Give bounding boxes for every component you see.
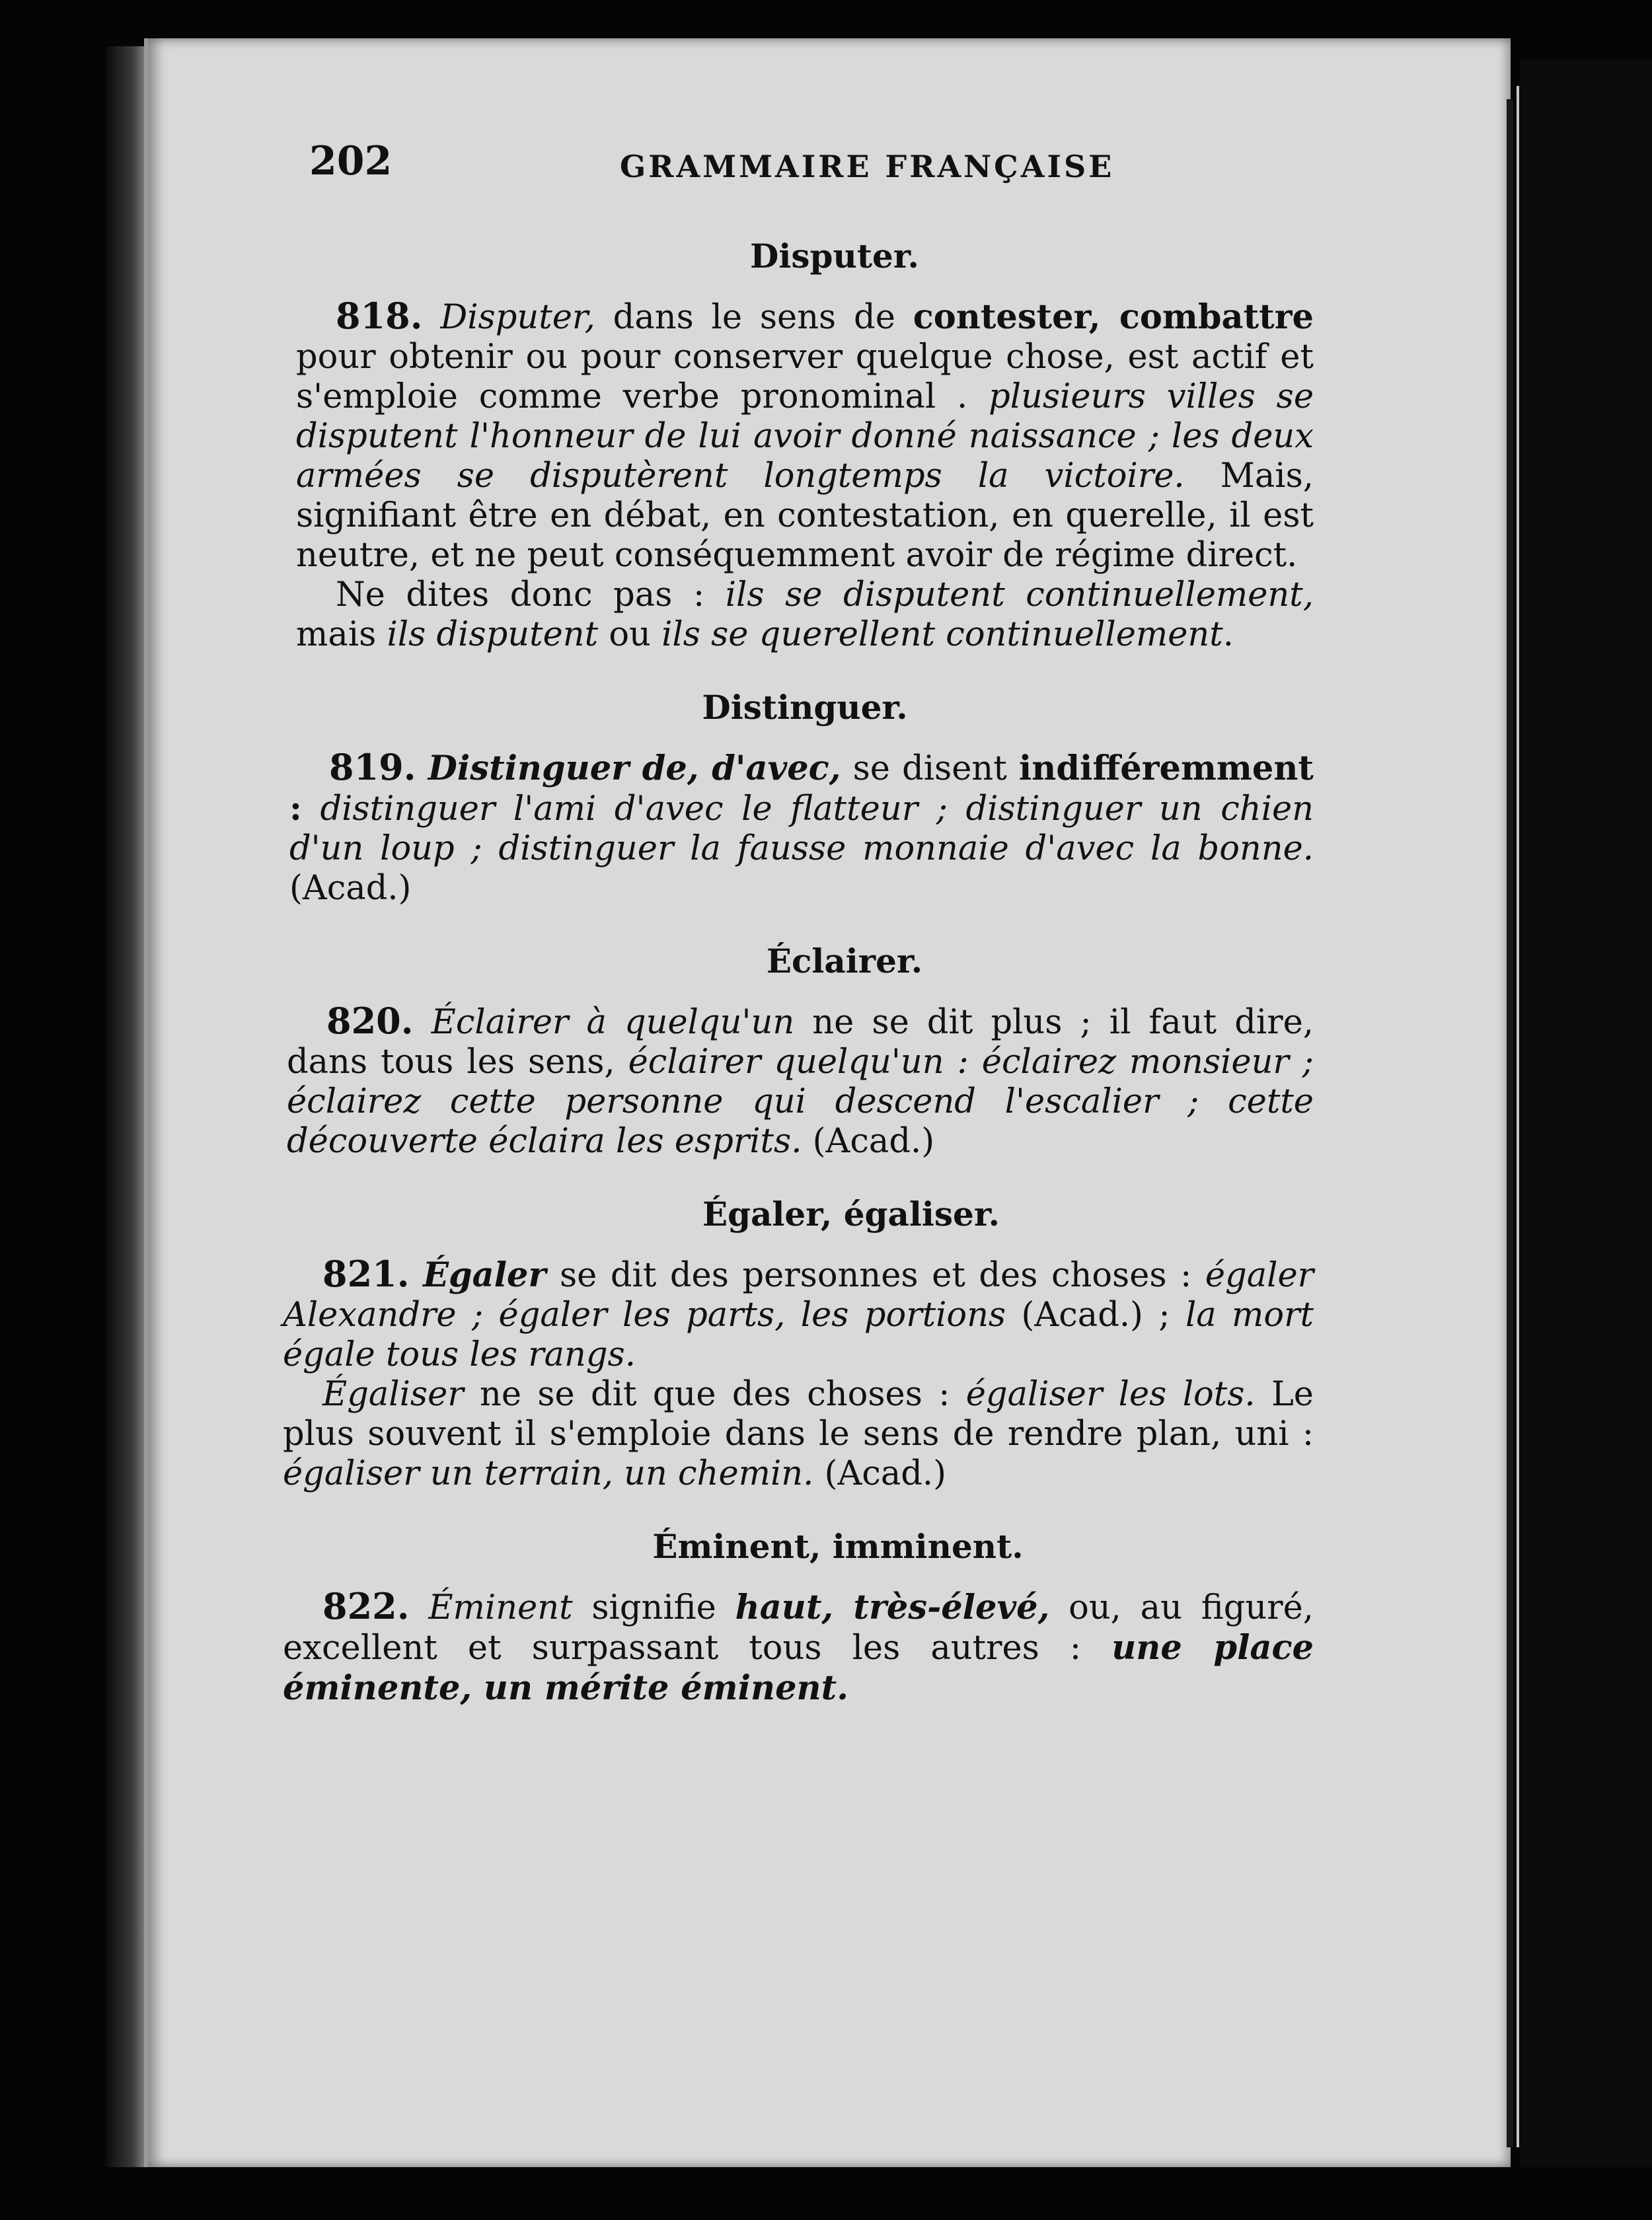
term: Distinguer de, d'avec, bbox=[428, 749, 841, 788]
running-title: GRAMMAIRE FRANÇAISE bbox=[620, 149, 1115, 184]
example: éclairer quelqu'un : éclairez monsieur ; éclairez cette personne qui descend l'escalier ; cette découverte éclaira les esprits. bbox=[287, 1043, 1314, 1161]
page-edge bbox=[1507, 99, 1513, 2147]
text: (Acad.) bbox=[289, 869, 412, 908]
text: ou, au figuré, excellent et surpassant tous les autres : bbox=[283, 1588, 1314, 1668]
paragraph-818 bbox=[296, 296, 1314, 575]
term: Égaliser bbox=[322, 1375, 464, 1414]
term: Égaler bbox=[423, 1255, 546, 1295]
paragraph-820 bbox=[287, 1001, 1314, 1162]
paragraph-822 bbox=[283, 1586, 1314, 1709]
section-820 bbox=[283, 1001, 1314, 1162]
text: ne se dit plus ; il faut dire, dans tous les sens, bbox=[287, 1003, 1314, 1082]
text: (Acad.) bbox=[813, 1454, 947, 1493]
text: dans le sens de bbox=[595, 298, 913, 337]
text: se dit des personnes et des choses : bbox=[546, 1256, 1205, 1295]
section-822 bbox=[283, 1586, 1314, 1709]
text: (Acad.) bbox=[802, 1122, 935, 1161]
book-spine-shadow bbox=[106, 46, 144, 2167]
section-heading-eclairer: Éclairer. bbox=[766, 942, 923, 980]
paragraph-number: 818. bbox=[336, 295, 423, 337]
text-bold: contester, combattre bbox=[913, 297, 1314, 337]
section-819 bbox=[283, 747, 1314, 908]
section-heading-eminent: Éminent, imminent. bbox=[652, 1527, 1024, 1566]
section-heading-distinguer: Distinguer. bbox=[702, 688, 908, 727]
text-bold: indifféremment : bbox=[289, 749, 1314, 829]
paragraph-number: 822. bbox=[322, 1585, 410, 1627]
example: la mort égale tous les rangs. bbox=[283, 1296, 1314, 1374]
example: ils disputent bbox=[387, 615, 599, 654]
example: égaliser les lots. bbox=[965, 1375, 1256, 1414]
text: signifie bbox=[572, 1588, 735, 1627]
text: se disent bbox=[841, 749, 1019, 788]
section-818 bbox=[283, 296, 1314, 655]
paragraph-number: 821. bbox=[322, 1253, 410, 1295]
section-821 bbox=[283, 1254, 1314, 1494]
section-heading-egaler: Égaler, égaliser. bbox=[702, 1195, 1000, 1234]
example: ils se disputent continuellement, bbox=[725, 575, 1314, 614]
example: plusieurs villes se disputent l'honneur de lui avoir donné naissance ; les deux armées se disputèrent longtemps la victoire. bbox=[296, 377, 1314, 496]
example: haut, très-élevé, bbox=[735, 1588, 1050, 1627]
page-number: 202 bbox=[309, 138, 393, 184]
text: ne se dit que des choses : bbox=[463, 1375, 966, 1414]
text: pour obtenir ou pour conserver quelque chose, est actif et s'emploie comme verbe pronominal . bbox=[296, 338, 1314, 416]
term: Disputer, bbox=[440, 298, 595, 337]
text: (Acad.) ; bbox=[1006, 1296, 1185, 1335]
term: Éminent bbox=[428, 1588, 573, 1627]
text: mais bbox=[296, 615, 387, 654]
example: égaler Alexandre ; égaler les parts, les portions bbox=[283, 1256, 1314, 1335]
paragraph-818-note bbox=[296, 575, 1314, 655]
paragraph-number: 819. bbox=[329, 746, 416, 788]
example: ils se querellent continuellement bbox=[661, 615, 1223, 654]
paragraph-821-egaliser bbox=[283, 1375, 1314, 1494]
adjacent-page-edge bbox=[1517, 86, 1519, 2147]
page-text bbox=[283, 137, 1314, 1709]
text: Mais, signifiant être en débat, en contestation, en querelle, il est neutre, et ne peut conséquemment avoir de régime direct. bbox=[296, 457, 1314, 575]
paragraph-819 bbox=[289, 747, 1314, 908]
example: une place éminente, un mérite éminent. bbox=[283, 1628, 1314, 1708]
example: distinguer l'ami d'avec le flatteur ; distinguer un chien d'un loup ; distinguer la fausse monnaie d'avec la bonne. bbox=[289, 790, 1314, 868]
text: ou bbox=[598, 615, 662, 654]
term: Éclairer à quelqu'un bbox=[431, 1003, 795, 1042]
page-header bbox=[283, 137, 1314, 197]
example: égaliser un terrain, un chemin. bbox=[283, 1454, 814, 1493]
section-heading-disputer: Disputer. bbox=[750, 237, 919, 276]
paragraph-821 bbox=[283, 1254, 1314, 1375]
paragraph-number: 820. bbox=[326, 1000, 414, 1042]
adjacent-page bbox=[1520, 59, 1652, 2167]
text: . bbox=[1222, 615, 1234, 654]
text: Le plus souvent il s'emploie dans le sens de rendre plan, uni : bbox=[283, 1375, 1314, 1454]
text: Ne dites donc pas : bbox=[336, 575, 726, 614]
